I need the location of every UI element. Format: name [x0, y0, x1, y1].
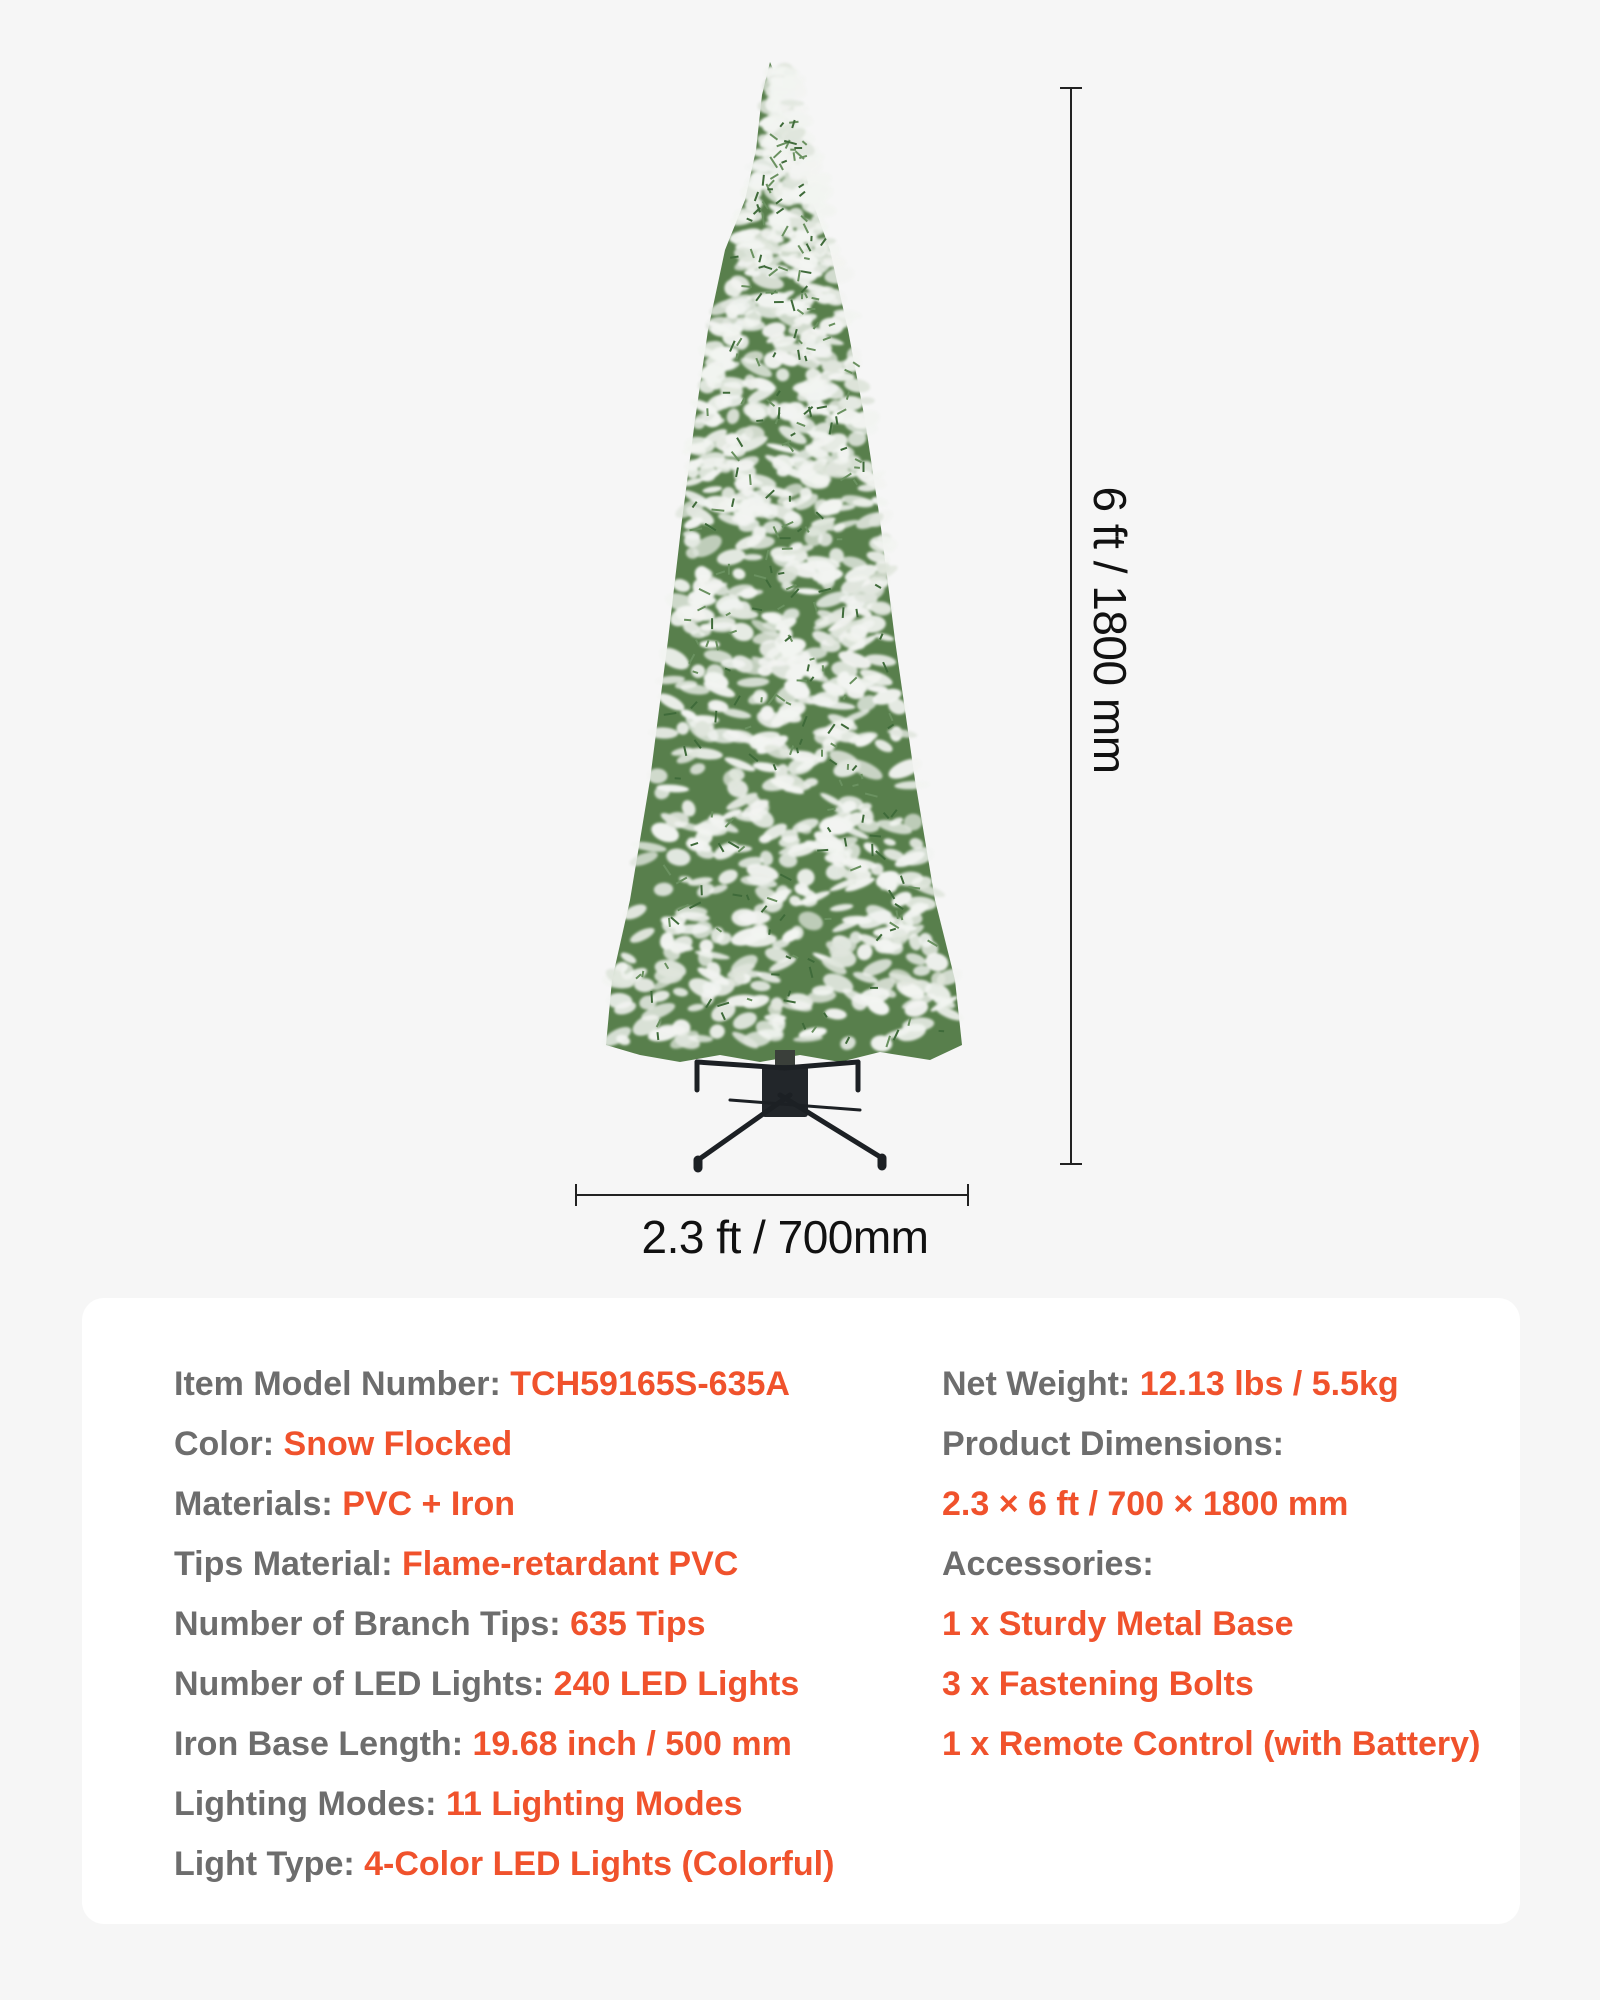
spec-column-right — [942, 1354, 1480, 1774]
spec-value: 11 Lighting Modes — [445, 1785, 743, 1823]
spec-label: Product Dimensions: — [942, 1425, 1284, 1463]
spec-row — [174, 1714, 834, 1774]
spec-label: Lighting Modes: — [174, 1785, 446, 1823]
height-dimension-label: 6 ft / 1800 mm — [1084, 486, 1136, 774]
spec-label: Net Weight: — [942, 1365, 1140, 1403]
spec-row — [174, 1354, 834, 1414]
spec-label: Item Model Number: — [174, 1365, 511, 1403]
spec-row — [174, 1834, 834, 1894]
metal-stand — [697, 1062, 882, 1168]
spec-label: Light Type: — [174, 1845, 365, 1883]
spec-row — [942, 1714, 1480, 1774]
height-dimension-line — [1060, 88, 1082, 1164]
spec-card — [82, 1298, 1520, 1924]
spec-row — [174, 1774, 834, 1834]
spec-label: Tips Material: — [174, 1545, 402, 1583]
spec-row — [942, 1654, 1480, 1714]
spec-row — [942, 1534, 1480, 1594]
spec-row — [174, 1594, 834, 1654]
spec-value: 1 x Sturdy Metal Base — [942, 1605, 1294, 1643]
spec-label: Accessories: — [942, 1545, 1154, 1583]
width-dimension-line — [576, 1184, 968, 1206]
spec-row — [942, 1594, 1480, 1654]
width-dimension-label: 2.3 ft / 700mm — [641, 1211, 929, 1263]
spec-value: 3 x Fastening Bolts — [942, 1665, 1254, 1703]
spec-value: TCH59165S-635A — [510, 1365, 790, 1403]
spec-value: 4-Color LED Lights (Colorful) — [364, 1845, 835, 1883]
spec-row — [942, 1474, 1480, 1534]
spec-column-left — [174, 1354, 834, 1894]
spec-value: 2.3 × 6 ft / 700 × 1800 mm — [942, 1485, 1349, 1523]
spec-row — [942, 1354, 1480, 1414]
spec-value: Flame-retardant PVC — [402, 1545, 739, 1583]
spec-value: 240 LED Lights — [553, 1665, 800, 1703]
spec-row — [174, 1414, 834, 1474]
spec-value: 1 x Remote Control (with Battery) — [942, 1725, 1481, 1763]
spec-row — [174, 1474, 834, 1534]
spec-label: Materials: — [174, 1485, 343, 1523]
spec-value: 635 Tips — [570, 1605, 706, 1643]
spec-label: Color: — [174, 1425, 284, 1463]
spec-row — [174, 1534, 834, 1594]
spec-label: Number of LED Lights: — [174, 1665, 554, 1703]
spec-label: Iron Base Length: — [174, 1725, 473, 1763]
spec-label: Number of Branch Tips: — [174, 1605, 571, 1643]
spec-value: 19.68 inch / 500 mm — [472, 1725, 792, 1763]
spec-row — [174, 1654, 834, 1714]
spec-value: 12.13 lbs / 5.5kg — [1139, 1365, 1399, 1403]
spec-value: Snow Flocked — [283, 1425, 513, 1463]
spec-value: PVC + Iron — [342, 1485, 516, 1523]
spec-row — [942, 1414, 1480, 1474]
